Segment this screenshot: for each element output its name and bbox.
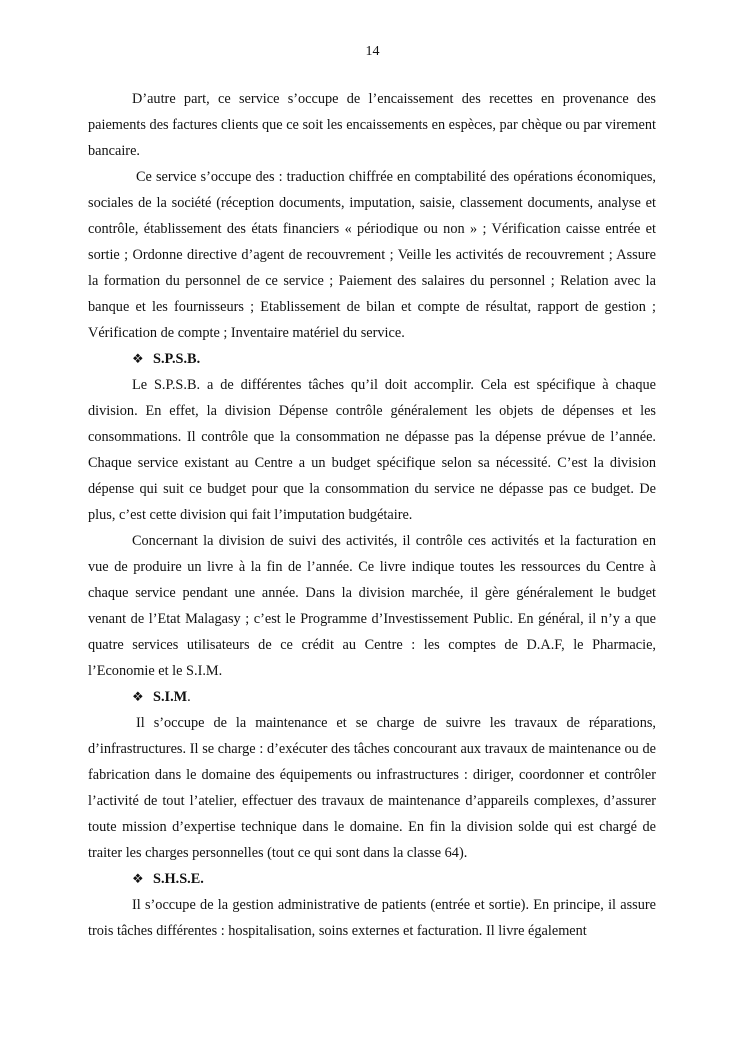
diamond-bullet-icon: ❖ <box>132 351 144 366</box>
paragraph-encaissement: D’autre part, ce service s’occupe de l’encaissement des recettes en provenance des paiements des factures clients que ce soit les encaissements en espèces, par chèque ou par virement bancaire. <box>88 91 656 159</box>
paragraph-suivi-activites: Concernant la division de suivi des activités, il contrôle ces activités et la facturation en vue de produire un livre à la fin de l’année. Ce livre indique toutes les ressources du Centre à chaque service pendant une année. Dans la division marchée, il gère généralement le budget venant de l’Etat Malagasy ; c’est le Programme d’Investissement Public. En général, il n’y a que quatre services utilisateurs de ce crédit au Centre : les comptes de D.A.F, le Pharmacie, l’Economie et le S.I.M. <box>88 533 656 679</box>
heading-label: S.H.S.E. <box>153 871 204 887</box>
paragraph-service-tasks: Ce service s’occupe des : traduction chiffrée en comptabilité des opérations économiques, sociales de la société (réception documents, imputation, saisie, classement documents, analyse et contrôle, établissement des états financiers « périodique ou non » ; Vérification caisse entrée et sortie ; Ordonne directive d’agent de recouvrement ; Veille les activités de recouvrement ; Assure la formation du personnel de ce service ; Paiement des salaires du personnel ; Relation avec la banque et les fournisseurs ; Etablissement de bilan et compte de résultat, rapport de gestion ; Vérification de compte ; Inventaire matériel du service. <box>88 169 656 341</box>
body-text <box>88 86 656 944</box>
section-heading-sim <box>88 684 656 710</box>
section-heading-shse <box>88 866 656 892</box>
page-number: 14 <box>365 44 380 59</box>
paragraph-shse: Il s’occupe de la gestion administrative de patients (entrée et sortie). En principe, il assure trois tâches différentes : hospitalisation, soins externes et facturation. Il livre également <box>88 897 656 939</box>
paragraph-spsb: Le S.P.S.B. a de différentes tâches qu’il doit accomplir. Cela est spécifique à chaque division. En effet, la division Dépense contrôle généralement les objets de dépenses et les consommations. Il contrôle que la consommation ne dépasse pas la dépense prévue de l’année. Chaque service existant au Centre a un budget spécifique selon sa nécessité. C’est la division dépense qui suit ce budget pour que la consommation du service ne dépasse pas ce budget. De plus, c’est cette division qui fait l’imputation budgétaire. <box>88 377 656 523</box>
diamond-bullet-icon: ❖ <box>132 689 144 704</box>
paragraph-sim: Il s’occupe de la maintenance et se charge de suivre les travaux de réparations, d’infrastructures. Il se charge : d’exécuter des tâches concourant aux travaux de maintenance ou de fabrication dans le domaine des équipements ou infrastructures : diriger, coordonner et contrôler l’activité de tout l’atelier, effectuer des travaux de maintenance d’appareils complexes, d’assurer toute mission d’expertise technique dans le domaine. En fin la division solde qui est chargé de traiter les charges personnelles (tout ce qui sont dans la classe 64). <box>88 715 656 861</box>
diamond-bullet-icon: ❖ <box>132 871 144 886</box>
section-heading-spsb <box>88 346 656 372</box>
heading-label: S.P.S.B. <box>153 351 201 367</box>
heading-label: S.I.M <box>153 689 188 705</box>
heading-suffix: . <box>187 689 191 705</box>
